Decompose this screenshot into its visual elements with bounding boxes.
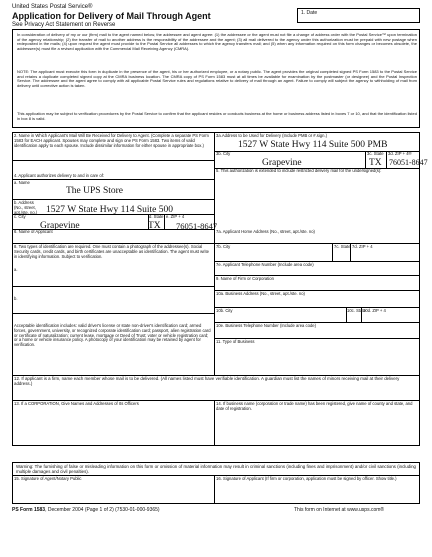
form-subtitle: See Privacy Act Statement on Reverse bbox=[12, 22, 116, 28]
field-3a-label: 3a.Address to be Used for Delivery (Include PMB or #.sign.) bbox=[216, 133, 328, 138]
field-3b-value[interactable]: Grapevine bbox=[262, 158, 302, 168]
form-number: PS Form 1583 bbox=[12, 507, 46, 513]
identification-note: Acceptable identification includes: valid driver's license or state non-driver's identification card; armed forces, government, university, or recognized corporate identification card; passport, alien registration card or certificate of naturalization; current lease, mortgage or Deed of Trust; voter or vehicle registration card; or a home or vehicle insurance policy. A photocopy of your identification may be retained by agent for verification. bbox=[14, 323, 211, 348]
field-8b-label: b. bbox=[14, 296, 18, 301]
form-footer-left bbox=[12, 508, 160, 514]
date-field[interactable] bbox=[297, 8, 420, 23]
field-7c-label: 7c. State bbox=[334, 244, 351, 249]
field-d-value[interactable]: TX bbox=[148, 221, 161, 231]
field-10c-label: 10c. State bbox=[347, 308, 366, 313]
field-13-label: 13. If a CORPORATION, Give Names and Addresses of Its Officers bbox=[14, 401, 139, 406]
field-5-label: 5. This authorization is extended to include restricted delivery mail for the undersigned(s): bbox=[216, 168, 382, 173]
field-3c-value[interactable]: TX bbox=[369, 158, 382, 168]
field-8-label: 8. Two types of identification are required. One must contain a photograph of the addressee(s). Social Security cards, credit cards, and birth certificates are unacceptable as identification. The agent must write in identifying information. Subject to verification. bbox=[14, 244, 209, 259]
field-8a-label: a. bbox=[14, 267, 18, 272]
field-6-label: 6. Name of Applicant bbox=[14, 229, 53, 234]
field-10b-label: 10b. City bbox=[216, 308, 233, 313]
warning-text: Warning: The furnishing of false or misleading information on this form or omission of material information may result in criminal sanctions (including fines and imprisonment) and/or civil sanctions (including multiple damages and civil penalties). bbox=[16, 464, 416, 474]
form-title: Application for Delivery of Mail Through Agent bbox=[12, 11, 211, 21]
field-a-value[interactable]: The UPS Store bbox=[66, 186, 123, 196]
field-10d-label: 10d. ZIP + 4 bbox=[363, 308, 386, 313]
field-e-label: e. ZIP + 4 bbox=[166, 214, 185, 219]
field-3c-label: 3c. State bbox=[367, 151, 384, 156]
field-7e-label: 7e. Applicant Telephone Number (Include area code) bbox=[216, 262, 314, 267]
field-7b-label: 7b. City bbox=[216, 244, 231, 249]
field-10a-label: 10a. Business Address (No., street, apt./ste. no) bbox=[216, 291, 305, 296]
form-edition: , December 2004 (Page 1 of 2) (7530-01-000-9365) bbox=[45, 507, 160, 513]
field-3d-value[interactable]: 76051-8647 bbox=[389, 158, 428, 167]
field-3a-value[interactable]: 1527 W State Hwy 114 Suite 500 PMB bbox=[238, 140, 388, 150]
field-3b-label: 3b. City bbox=[216, 151, 231, 156]
field-4-label: 4. Applicant authorizes delivery to and in care of: bbox=[14, 173, 105, 178]
field-7d-label: 7d. ZIP + 4 bbox=[352, 244, 373, 249]
field-c-label: c. City bbox=[14, 214, 26, 219]
field-16-label: 16. Signature of Applicant (If firm or corporation, application must be signed by officer. Show title.) bbox=[216, 476, 397, 481]
field-d-label: d. State bbox=[149, 214, 164, 219]
note-paragraph: NOTE: The applicant must execute this form in duplicate in the presence of the agent, his or her authorized employee, or a notary public. The agent provides the original completed signed PS Form 1583 to the Postal Service and retains a duplicate completed signed copy at the CMRA business location. The CMRA copy of PS Form 1583 must at all times be available for examination by the postmaster (or designee) and the Postal Inspection Service. The addressee and the agent agree to comply with all applicable Postal Service rules and regulations relative to delivery of mail through an agent. Failure to comply will subject the agency to withholding of mail from delivery until corrective action is taken. bbox=[17, 69, 417, 88]
field-e-value[interactable]: 76051-8647 bbox=[176, 221, 218, 231]
field-9-label: 9. Name of Firm or Corporation bbox=[216, 276, 274, 281]
field-15-label: 15. Signature of Agent/Notary Public bbox=[14, 476, 82, 481]
verification-paragraph: This application may be subject to verification procedures by the Postal Service to confirm that the applicant resides or conducts business at the home or business address listed in boxes 7 or 10, and that the identification listed in box 8 is valid. bbox=[17, 111, 417, 121]
field-12-label: 12. If applicant is a firm, name each member whose mail is to be delivered. (All names listed must have verifiable identification. A guardian must list the names of minors receiving mail at their delivery address.) bbox=[14, 376, 400, 386]
date-label: 1. Date bbox=[301, 10, 318, 16]
form-footer-right: This form on Internet at www.usps.com® bbox=[294, 507, 385, 513]
field-b-label: b. Address (No., street, apt./ste. no.) bbox=[14, 200, 38, 215]
agreement-paragraph: In consideration of delivery of my or our (firm) mail to the agent named below, the addressee and agent agree: (1) the addressee or the agent must not file a change of address order with the Postal Service™ upon termination of the agency relationship; (2) the transfer of mail to another address is the responsibility of the addressee and the agent; (3) all mail delivered to the agency under this authorization must be prepaid with new postage when redeposited in the mails; (4) upon request the agent must provide to the Postal Service all addresses to which the agency transfers mail; and (5) when any information required on this form changes or becomes obsolete, the addressee(s) must file a revised application with the Commercial Mail Receiving Agency (CMRA). bbox=[17, 32, 417, 51]
field-2-label: 2. Name in Which Applicant's Mail Will Be Received for Delivery to Agent. (Complete a separate PS Form 1583 for EACH applicant. Spouses may complete and sign one PS Form 1583. Two items of valid identification apply to each spouse. Include dissimilar information for either spouse in appropriate box.) bbox=[14, 133, 209, 148]
field-3d-label: 3d. ZIP + 4® bbox=[388, 151, 412, 156]
field-b-value[interactable]: 1527 W State Hwy 114 Suite 500 bbox=[46, 205, 174, 215]
agency-name: United States Postal Service® bbox=[12, 4, 93, 10]
field-11-label: 11. Type of Business bbox=[216, 339, 255, 344]
field-a-label: a. Name bbox=[14, 180, 30, 185]
field-c-value[interactable]: Grapevine bbox=[40, 221, 80, 231]
field-7a-label: 7a. Applicant Home Address (No., street, apt./ste. no) bbox=[216, 229, 315, 234]
intro-box bbox=[12, 29, 420, 128]
field-10e-label: 10e. Business Telephone Number (Include area code) bbox=[216, 323, 317, 328]
field-14-label: 14. If business name (corporation or trade name) has been registered, give name of county and state, and date of registration. bbox=[216, 401, 413, 411]
